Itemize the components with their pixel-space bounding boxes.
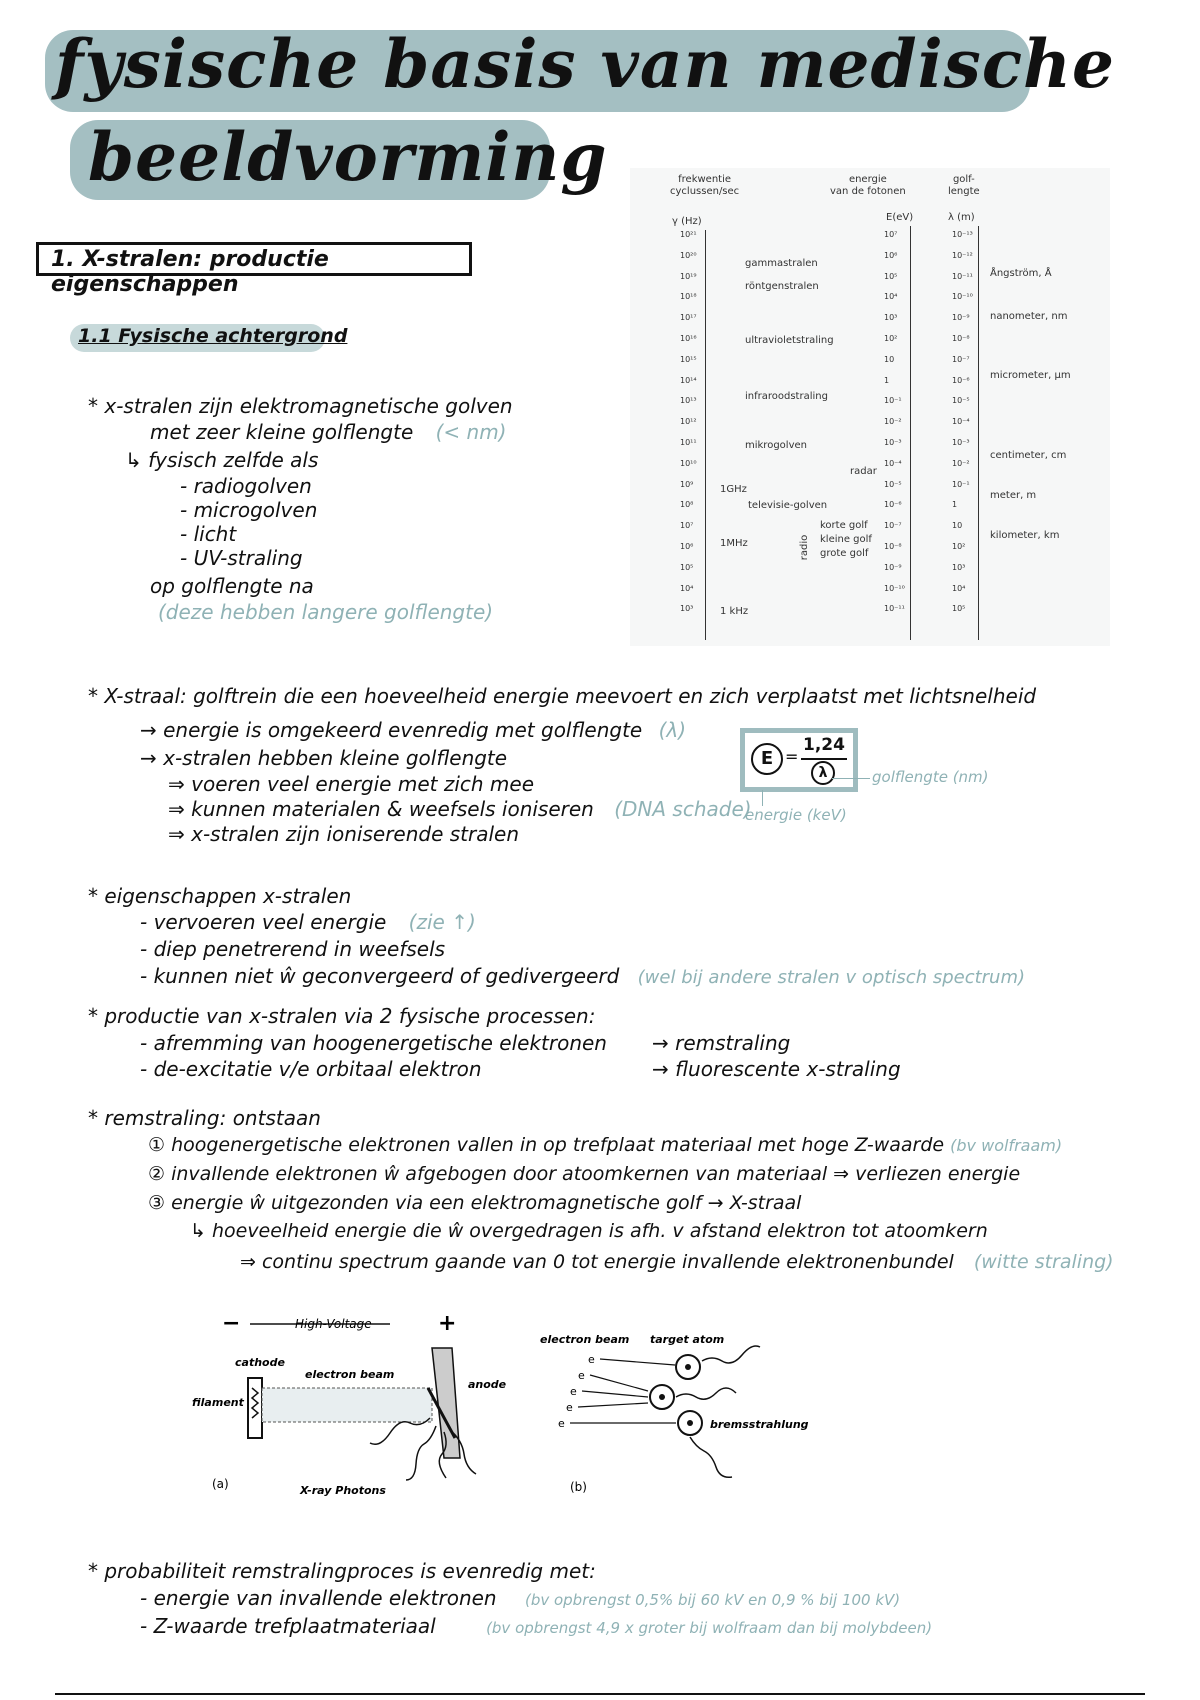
cathode-label: cathode xyxy=(235,1356,285,1369)
mark-1mhz: 1MHz xyxy=(720,538,748,549)
wave-tick: 10⁻³ xyxy=(952,438,970,447)
energy-tick: 10⁻⁹ xyxy=(884,562,902,572)
b3-item-3 xyxy=(140,964,1025,988)
b5-step-1 xyxy=(148,1134,1062,1156)
energy-tick: 10⁻¹ xyxy=(884,396,902,406)
brems-wave-2 xyxy=(676,1388,736,1399)
formula-denominator: λ xyxy=(811,761,835,785)
electron-beam-band xyxy=(262,1388,432,1422)
b4-head: productie van x-stralen via 2 fysische processen: xyxy=(104,1004,596,1028)
filament-coil xyxy=(252,1388,258,1418)
bullet-3: * eigenschappen x-stralen xyxy=(88,884,352,908)
b6-item-2-note: (bv opbrengst 4,9 x groter bij wolfraam dan bij molybdeen) xyxy=(486,1619,933,1637)
wave-tick: 10⁻⁸ xyxy=(952,334,970,343)
freq-tick: 10¹⁷ xyxy=(680,313,697,323)
plus-sign: + xyxy=(438,1311,457,1336)
energy-tick: 10² xyxy=(884,334,898,343)
formula-E: E xyxy=(751,743,783,775)
unit-m: meter, m xyxy=(990,490,1037,501)
b3-item-2: - diep penetrerend in weefsels xyxy=(140,937,446,961)
b3-item-3-note: (wel bij andere stralen v optisch spectrum) xyxy=(637,967,1026,988)
band-longwave: grote golf xyxy=(820,548,869,559)
spectrum-header-wavelength: golf- lengte xyxy=(948,174,980,197)
spectrum-unit-wavelength: λ (m) xyxy=(948,212,975,223)
bullet-4: * productie van x-stralen via 2 fysische processen: xyxy=(88,1004,596,1028)
bullet-1: * x-stralen zijn elektromagnetische golven xyxy=(88,394,513,418)
b2-line2-text: → energie is omgekeerd evenredig met golflengte xyxy=(140,718,643,742)
wave-tick: 10⁴ xyxy=(952,583,966,593)
frequency-axis xyxy=(705,230,706,640)
freq-tick: 10¹⁴ xyxy=(680,375,697,385)
beam-label: electron beam xyxy=(305,1368,395,1381)
energy-tick: 10⁻¹⁰ xyxy=(884,583,905,593)
energy-tick: 10⁴ xyxy=(884,292,898,302)
bullet-6: * probabiliteit remstralingproces is evenredig met: xyxy=(88,1559,596,1583)
energy-tick: 10⁻⁵ xyxy=(884,479,902,489)
hv-label: High-Voltage xyxy=(295,1317,372,1331)
b3-item-3-text: - kunnen niet ŵ geconvergeerd of gedivergeerd xyxy=(140,964,620,988)
e-track-4 xyxy=(578,1403,648,1407)
freq-tick: 10⁹ xyxy=(680,479,694,489)
energy-tick: 10⁻³ xyxy=(884,438,902,447)
b3-item-1-note: (zie ↑) xyxy=(408,910,476,934)
freq-tick: 10⁷ xyxy=(680,521,694,531)
energy-formula-box xyxy=(740,728,858,792)
freq-tick: 10¹⁸ xyxy=(680,292,697,302)
label-b: (b) xyxy=(570,1480,587,1494)
b1-item-1: - radiogolven xyxy=(180,474,312,498)
formula-fraction-bar xyxy=(801,758,847,760)
energy-tick: 10⁻⁷ xyxy=(884,521,902,531)
formula-numerator: 1,24 xyxy=(803,735,845,755)
anode-label: anode xyxy=(468,1378,507,1391)
b1-line2-note: (< nm) xyxy=(435,420,507,444)
minus-sign: − xyxy=(222,1311,241,1336)
band-mediumwave: kleine golf xyxy=(820,534,872,545)
photon-2 xyxy=(406,1426,436,1480)
bremsstrahlung-diagram xyxy=(530,1325,830,1505)
b3-item-1 xyxy=(140,910,476,934)
nucleus-3 xyxy=(687,1420,693,1426)
b1-line2 xyxy=(150,420,507,444)
b5-step-1-note: (bv wolfraam) xyxy=(950,1136,1063,1155)
electron-1: e xyxy=(588,1353,595,1366)
band-radar: radar xyxy=(850,466,877,477)
energy-tick: 10⁻⁴ xyxy=(884,458,902,468)
freq-tick: 10⁸ xyxy=(680,500,694,510)
freq-tick: 10¹² xyxy=(680,417,697,427)
electron-2: e xyxy=(578,1369,585,1382)
xray-tube-svg xyxy=(192,1308,520,1498)
mark-1khz: 1 kHz xyxy=(720,606,749,617)
b1-line4-note: (deze hebben langere golflengte) xyxy=(158,600,494,624)
band-shortwave: korte golf xyxy=(820,520,868,531)
energy-tick: 10⁵ xyxy=(884,271,898,281)
em-spectrum-figure xyxy=(630,168,1110,646)
freq-tick: 10¹⁰ xyxy=(680,458,697,468)
energy-axis xyxy=(910,226,911,640)
b5-step-5-note: (witte straling) xyxy=(973,1251,1114,1273)
label-a: (a) xyxy=(212,1477,229,1491)
b2-line5-note: (DNA schade) xyxy=(614,797,752,821)
nucleus-2 xyxy=(659,1394,665,1400)
brems-wave-3 xyxy=(690,1437,732,1477)
energy-tick: 1 xyxy=(884,375,890,385)
energy-tick: 10⁷ xyxy=(884,230,898,239)
freq-tick: 10¹⁶ xyxy=(680,334,697,343)
b-beam-label: electron beam xyxy=(540,1333,630,1346)
band-microwave: mikrogolven xyxy=(745,440,807,451)
freq-tick: 10¹¹ xyxy=(680,438,697,447)
b2-line4: ⇒ voeren veel energie met zich mee xyxy=(168,772,534,796)
formula-wave-label: golflengte (nm) xyxy=(872,768,989,786)
spectrum-header-frequency: frekwentie cyclussen/sec xyxy=(670,174,740,197)
freq-tick: 10¹⁹ xyxy=(680,271,697,281)
b5-step-1-text: ① hoogenergetische elektronen vallen in op trefplaat materiaal met hoge Z-waarde xyxy=(148,1134,945,1156)
b2-line1: X-straal: golftrein die een hoeveelheid energie meevoert en zich verplaatst met lichtsnelheid xyxy=(104,684,1037,708)
bullet-2: * X-straal: golftrein die een hoeveelheid energie meevoert en zich verplaatst met lichtsnelheid xyxy=(88,684,1037,708)
wave-tick: 10⁻¹³ xyxy=(952,230,973,239)
wave-tick: 10² xyxy=(952,542,966,551)
b5-step-2: ② invallende elektronen ŵ afgebogen door atoomkernen van materiaal ⇒ verliezen energie xyxy=(148,1163,1021,1185)
b2-line2 xyxy=(140,718,686,742)
b2-line3: → x-stralen hebben kleine golflengte xyxy=(140,746,508,770)
wave-tick: 10⁻¹² xyxy=(952,250,973,260)
energy-tick: 10⁻² xyxy=(884,417,902,427)
formula-wave-arrow xyxy=(832,778,870,779)
bottom-rule xyxy=(55,1693,1145,1695)
subsection-heading: 1.1 Fysische achtergrond xyxy=(78,325,348,347)
unit-angstrom: Ångström, Å xyxy=(990,268,1052,279)
b1-item-4: - UV-straling xyxy=(180,546,303,570)
spectrum-unit-energy: E(eV) xyxy=(886,212,914,223)
b1-line4: op golflengte na xyxy=(150,574,314,598)
wave-tick: 10⁻¹¹ xyxy=(952,271,973,281)
b3-item-1-text: - vervoeren veel energie xyxy=(140,910,387,934)
brems-label: bremsstrahlung xyxy=(710,1418,809,1431)
b5-step-3: ③ energie ŵ uitgezonden via een elektromagnetische golf → X-straal xyxy=(148,1192,802,1214)
xray-tube-diagram xyxy=(192,1308,520,1498)
nucleus-1 xyxy=(685,1364,691,1370)
b2-line6: ⇒ x-stralen zijn ioniserende stralen xyxy=(168,822,520,846)
wave-tick: 10⁻⁹ xyxy=(952,313,970,323)
b5-step-4: ↳ hoeveelheid energie die ŵ overgedragen is afh. v afstand elektron tot atoomkern xyxy=(190,1220,988,1242)
freq-tick: 10⁴ xyxy=(680,583,694,593)
b3-head: eigenschappen x-stralen xyxy=(104,884,352,908)
freq-tick: 10⁶ xyxy=(680,542,694,551)
wave-tick: 10⁻⁵ xyxy=(952,396,970,406)
bremsstrahlung-svg xyxy=(530,1325,830,1505)
unit-cm: centimeter, cm xyxy=(990,450,1067,461)
brems-wave-1 xyxy=(702,1346,760,1363)
electron-5: e xyxy=(558,1417,565,1430)
wave-tick: 10⁻¹ xyxy=(952,479,970,489)
b2-line5 xyxy=(168,797,752,821)
freq-tick: 10⁵ xyxy=(680,562,694,572)
b2-line5-text: ⇒ kunnen materialen & weefsels ioniseren xyxy=(168,797,594,821)
energy-tick: 10 xyxy=(884,354,895,364)
wave-tick: 1 xyxy=(952,500,958,510)
b6-item-2 xyxy=(140,1614,932,1638)
freq-tick: 10¹⁵ xyxy=(680,354,697,364)
freq-tick: 10¹³ xyxy=(680,396,697,406)
wave-tick: 10⁻¹⁰ xyxy=(952,292,973,302)
energy-tick: 10⁻⁶ xyxy=(884,500,902,510)
b2-line2-note: (λ) xyxy=(658,718,687,742)
electron-4: e xyxy=(566,1401,573,1414)
formula-energy-label: energie (keV) xyxy=(745,806,847,824)
band-xray: röntgenstralen xyxy=(745,281,819,292)
filament-label: filament xyxy=(192,1396,244,1409)
energy-tick: 10⁶ xyxy=(884,250,898,260)
b1-line2-text: met zeer kleine golflengte xyxy=(150,420,414,444)
unit-um: micrometer, μm xyxy=(990,370,1071,381)
wave-tick: 10³ xyxy=(952,562,966,572)
band-radio: radio xyxy=(799,534,811,561)
b1-item-3: - licht xyxy=(180,522,237,546)
wave-tick: 10⁵ xyxy=(952,604,966,614)
spectrum-unit-frequency: γ (Hz) xyxy=(672,216,702,227)
band-gamma: gammastralen xyxy=(745,258,818,269)
b1-line3: ↳ fysisch zelfde als xyxy=(125,448,319,472)
band-infrared: infraroodstraling xyxy=(745,391,828,402)
section-heading: 1. X-stralen: productie eigenschappen xyxy=(36,242,472,276)
energy-tick: 10³ xyxy=(884,313,898,323)
freq-tick: 10²⁰ xyxy=(680,250,697,260)
photons-label: X-ray Photons xyxy=(300,1484,386,1497)
formula-energy-arrow xyxy=(762,790,763,806)
b5-step-5-text: ⇒ continu spectrum gaande van 0 tot energie invallende elektronenbundel xyxy=(240,1251,954,1273)
b6-item-1-note: (bv opbrengst 0,5% bij 60 kV en 0,9 % bij 100 kV) xyxy=(524,1591,901,1609)
freq-tick: 10²¹ xyxy=(680,230,697,239)
b4-p1-result: → remstraling xyxy=(652,1031,791,1055)
b4-p1: - afremming van hoogenergetische elektronen xyxy=(140,1031,607,1055)
bullet-5: * remstraling: ontstaan xyxy=(88,1106,321,1130)
unit-km: kilometer, km xyxy=(990,530,1060,541)
wave-tick: 10⁻⁷ xyxy=(952,354,970,364)
b1-item-2: - microgolven xyxy=(180,498,318,522)
b5-step-5 xyxy=(240,1251,1114,1273)
energy-tick: 10⁻¹¹ xyxy=(884,604,905,614)
page-title-line-1: fysische basis van medische xyxy=(55,25,1115,103)
energy-tick: 10⁻⁸ xyxy=(884,542,902,551)
b1-line1: x-stralen zijn elektromagnetische golven xyxy=(104,394,513,418)
e-track-2 xyxy=(590,1375,648,1391)
cathode-cup xyxy=(248,1378,262,1438)
b-target-label: target atom xyxy=(650,1333,725,1346)
band-tv: televisie-golven xyxy=(748,500,828,511)
electron-3: e xyxy=(570,1385,577,1398)
freq-tick: 10³ xyxy=(680,604,694,614)
wave-tick: 10⁻⁴ xyxy=(952,417,970,427)
spectrum-header-energy: energie van de fotonen xyxy=(830,174,906,197)
b6-head: probabiliteit remstralingproces is evenredig met: xyxy=(104,1559,596,1583)
b6-item-2-text: - Z-waarde trefplaatmateriaal xyxy=(140,1614,436,1638)
b6-item-1-text: - energie van invallende elektronen xyxy=(140,1586,497,1610)
e-track-1 xyxy=(600,1359,675,1365)
b4-p2: - de-excitatie v/e orbitaal elektron xyxy=(140,1057,482,1081)
b5-head: remstraling: ontstaan xyxy=(104,1106,321,1130)
b4-p2-result: → fluorescente x-straling xyxy=(652,1057,901,1081)
e-track-3 xyxy=(582,1391,648,1397)
wavelength-axis xyxy=(978,226,979,640)
wave-tick: 10⁻² xyxy=(952,458,970,468)
mark-1ghz: 1GHz xyxy=(720,484,747,495)
wave-tick: 10⁻⁶ xyxy=(952,375,970,385)
page-title-line-2: beeldvorming xyxy=(88,118,608,196)
band-uv: ultravioletstraling xyxy=(745,335,834,346)
wave-tick: 10 xyxy=(952,521,963,531)
formula-equals: = xyxy=(785,747,799,766)
unit-nm: nanometer, nm xyxy=(990,311,1068,322)
b6-item-1 xyxy=(140,1586,900,1610)
